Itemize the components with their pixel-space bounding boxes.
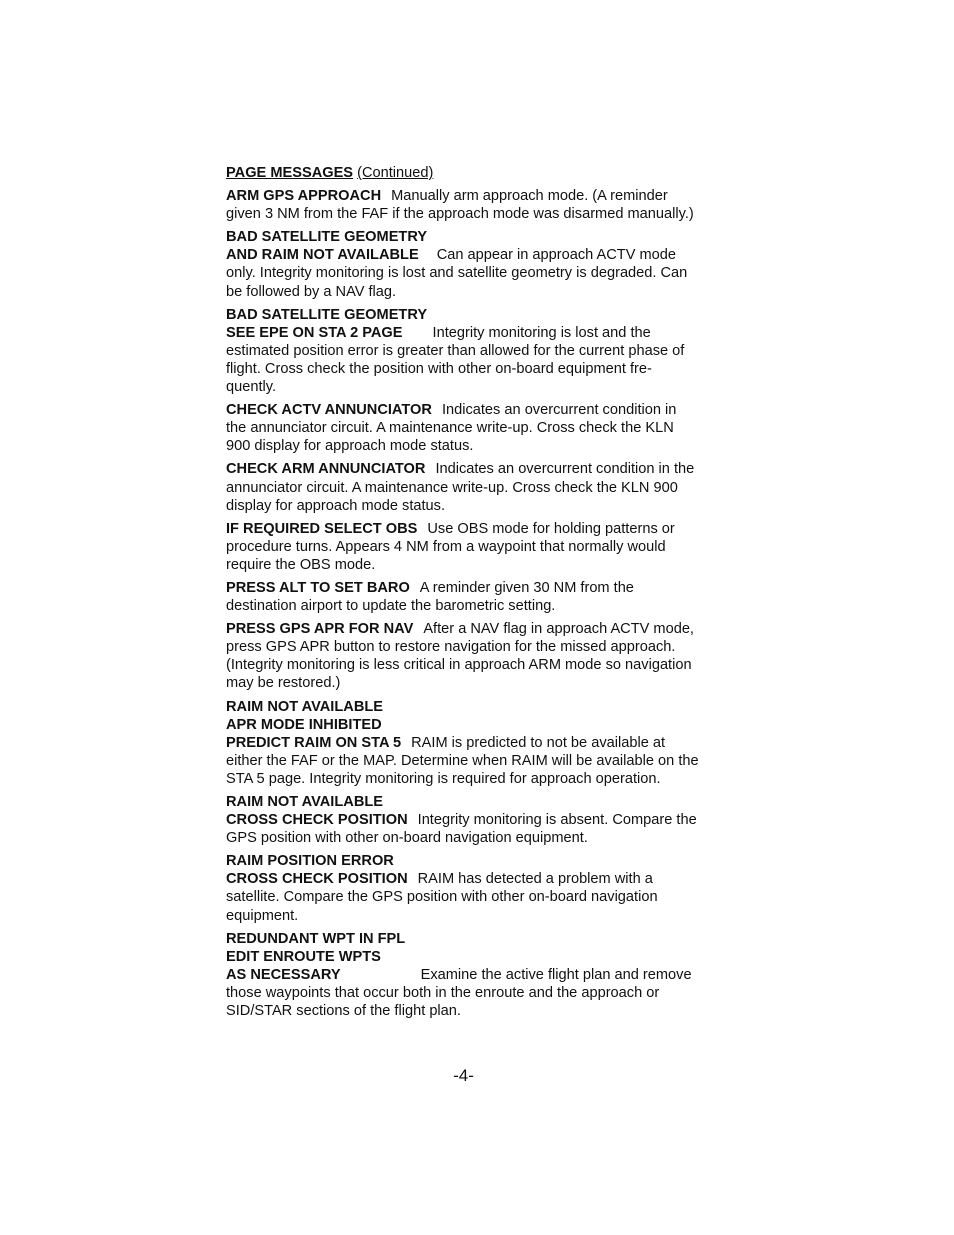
message-title-line: REDUNDANT WPT IN FPL xyxy=(226,930,406,947)
message-description: Can appear in approach ACTV mode only. Integrity monitoring is lost and satellite geometry is degraded. Can be followed by a NAV flag. xyxy=(226,247,688,300)
message-entry xyxy=(226,228,700,300)
section-heading xyxy=(226,164,700,182)
message-title-line: RAIM NOT AVAILABLE xyxy=(226,698,384,715)
message-description: Use OBS mode for holding patterns or procedure turns. Appears 4 NM from a waypoint that normally would require the OBS mode. xyxy=(226,520,675,573)
message-title: AS NECESSARY xyxy=(226,966,341,983)
section-heading-continued: (Continued) xyxy=(357,165,434,181)
message-title: PREDICT RAIM ON STA 5 xyxy=(226,734,402,751)
message-description: Integrity monitoring is lost and the estimated position error is greater than allowed for the current phase of flight. Cross check the position with other on-board equipment fre-quently. xyxy=(226,324,685,396)
message-entry xyxy=(226,930,700,1020)
message-entry xyxy=(226,401,700,455)
message-title-line: EDIT ENROUTE WPTS xyxy=(226,948,381,965)
message-title: SEE EPE ON STA 2 PAGE xyxy=(226,324,403,341)
page-content xyxy=(226,164,700,1025)
message-title: ARM GPS APPROACH xyxy=(226,188,382,205)
message-title-line: BAD SATELLITE GEOMETRY xyxy=(226,306,428,323)
message-description: Examine the active flight plan and remove those waypoints that occur both in the enroute and the approach or SID/STAR sections of the flight plan. xyxy=(226,966,692,1020)
message-entry xyxy=(226,793,700,847)
message-entry xyxy=(226,187,700,223)
page-number: -4- xyxy=(453,1066,474,1085)
message-entry xyxy=(226,579,700,615)
message-entry xyxy=(226,520,700,574)
message-title: CROSS CHECK POSITION xyxy=(226,871,408,888)
message-entry xyxy=(226,620,700,692)
message-title: PRESS GPS APR FOR NAV xyxy=(226,621,414,638)
message-title: CHECK ARM ANNUNCIATOR xyxy=(226,461,426,478)
message-description: Integrity monitoring is absent. Compare the GPS position with other on-board navigation equipment. xyxy=(226,812,697,847)
message-title-line: RAIM NOT AVAILABLE xyxy=(226,794,384,810)
message-title: IF REQUIRED SELECT OBS xyxy=(226,520,418,537)
message-title: PRESS ALT TO SET BARO xyxy=(226,579,410,596)
message-description: Indicates an overcurrent condition in the annunciator circuit. A maintenance write-up. Cross check the KLN 900 display for approach mode status. xyxy=(226,402,677,455)
message-title-line: RAIM POSITION ERROR xyxy=(226,853,394,870)
message-description: RAIM has detected a problem with a satellite. Compare the GPS position with other on-board navigation equipment. xyxy=(226,871,658,924)
message-entry xyxy=(226,698,700,788)
message-title: AND RAIM NOT AVAILABLE xyxy=(226,247,419,264)
message-description: Manually arm approach mode. (A reminder given 3 NM from the FAF if the approach mode was disarmed manually.) xyxy=(226,188,694,223)
message-list xyxy=(226,187,700,1020)
message-title-line: APR MODE INHIBITED xyxy=(226,716,382,733)
message-description: RAIM is predicted to not be available at either the FAF or the MAP. Determine when RAIM will be available on the STA 5 page. Integrity monitoring is required for approach operation. xyxy=(226,734,699,787)
message-title: CHECK ACTV ANNUNCIATOR xyxy=(226,402,432,419)
message-entry xyxy=(226,852,700,924)
message-description: A reminder given 30 NM from the destination airport to update the barometric setting. xyxy=(226,579,634,615)
message-description: After a NAV flag in approach ACTV mode, press GPS APR button to restore navigation for the missed approach. (Integrity monitoring is less critical in approach ARM mode so navigation may be restored.) xyxy=(226,621,694,692)
message-entry xyxy=(226,306,700,396)
section-heading-title: PAGE MESSAGES xyxy=(226,165,354,181)
message-description: Indicates an overcurrent condition in the annunciator circuit. A maintenance write-up. Cross check the KLN 900 display for approach mode status. xyxy=(226,461,695,514)
message-title-line: BAD SATELLITE GEOMETRY xyxy=(226,229,428,246)
message-title: CROSS CHECK POSITION xyxy=(226,812,408,829)
message-entry xyxy=(226,460,700,514)
